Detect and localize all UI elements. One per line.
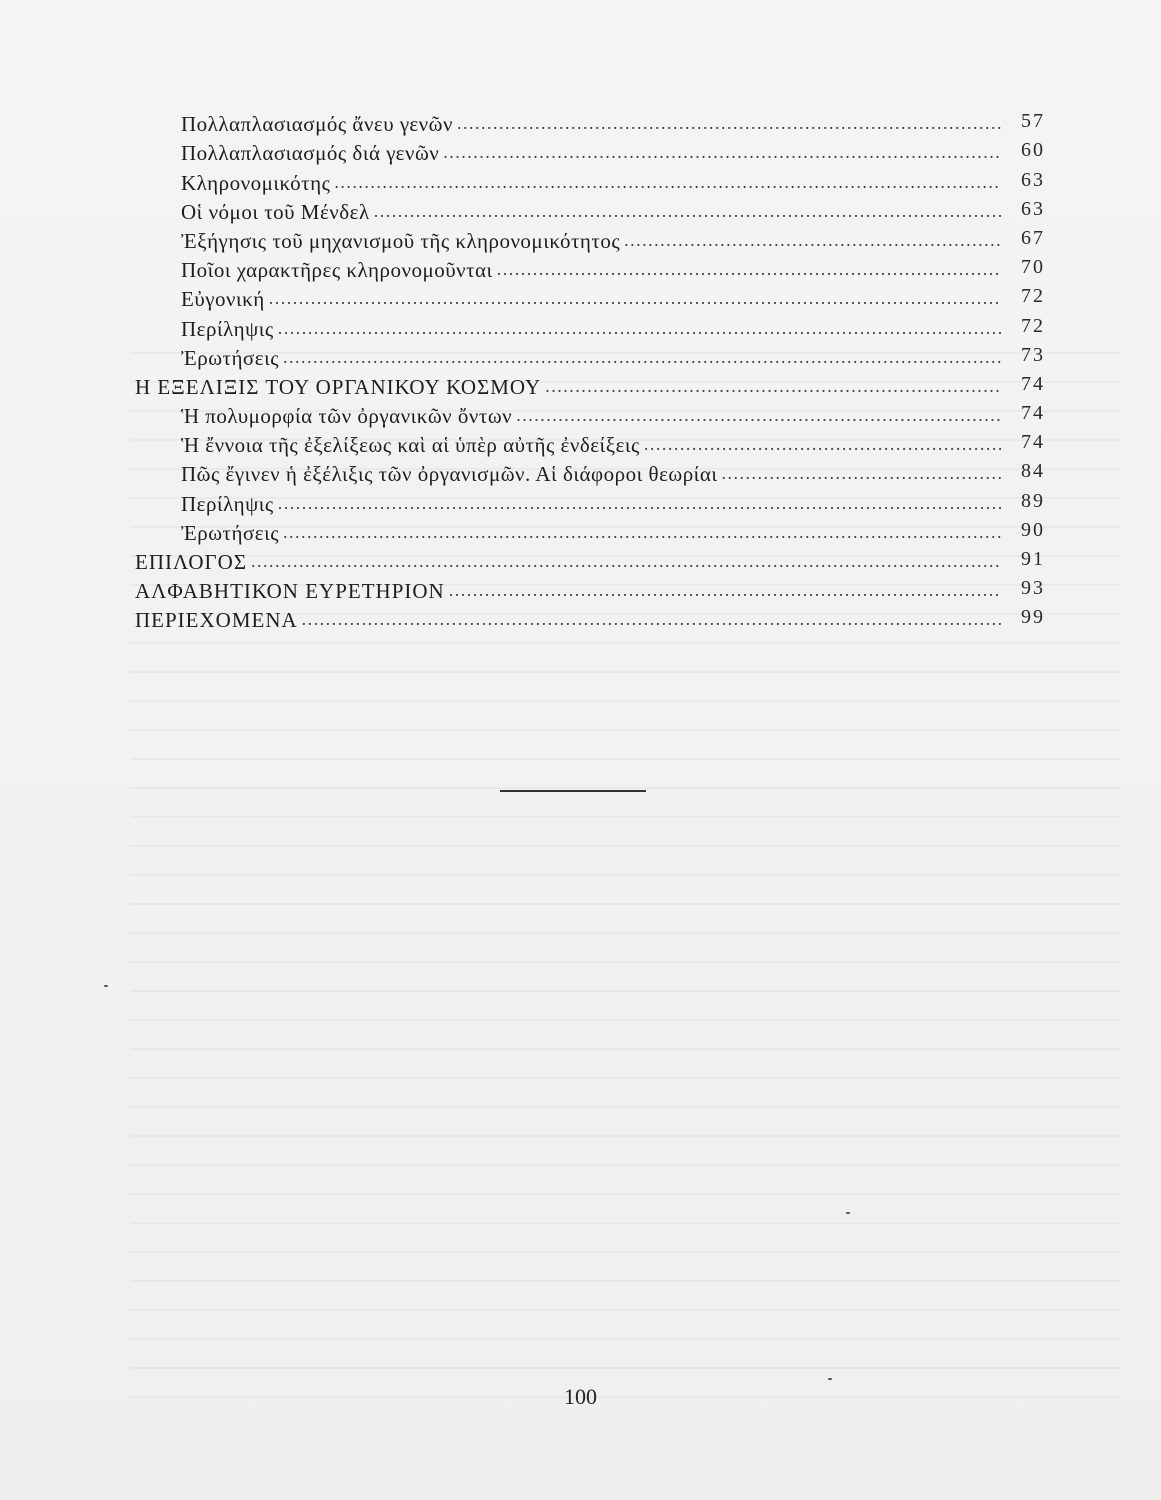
toc-entry [135, 225, 1045, 254]
toc-chapter-title: ΠΕΡΙΕΧΟΜΕΝΑ [135, 608, 298, 633]
dot-leader [251, 551, 1001, 572]
toc-entry [135, 254, 1045, 283]
dot-leader [497, 259, 1001, 280]
page-number: 100 [564, 1384, 597, 1409]
toc-entry-page: 63 [1021, 168, 1045, 191]
toc-entry-page: 90 [1021, 518, 1045, 541]
toc-chapter-title: ΕΠΙΛΟΓΟΣ [135, 550, 248, 574]
toc-entry [135, 400, 1045, 429]
toc-entry [135, 137, 1045, 166]
toc-entry [135, 342, 1045, 371]
toc-chapter-entry [135, 371, 1045, 400]
toc-chapter-entry [135, 546, 1045, 575]
dot-leader [283, 522, 1001, 543]
dot-leader [545, 376, 1001, 397]
toc-entry-page: 73 [1021, 343, 1045, 366]
toc-entry [135, 429, 1045, 458]
print-speck [104, 985, 108, 987]
dot-leader [278, 318, 1001, 339]
toc-entry-title: Περίληψις [181, 316, 274, 341]
dot-leader [644, 434, 1001, 455]
dot-leader [457, 113, 1001, 134]
toc-entry-page: 60 [1021, 139, 1045, 162]
toc-entry-title: Περίληψις [181, 491, 274, 516]
dot-leader [516, 405, 1001, 426]
toc-entry [135, 196, 1045, 225]
toc-entry-page: 57 [1021, 110, 1045, 133]
toc-entry-title: Κληρονομικότης [181, 170, 331, 195]
toc-entry [135, 283, 1045, 312]
toc-entry [135, 312, 1045, 341]
print-speck [846, 1212, 850, 1214]
toc-entry-page: 72 [1021, 314, 1045, 337]
toc-entry-title: Ἐρωτήσεις [181, 345, 280, 370]
table-of-contents [135, 108, 1045, 633]
toc-chapter-title: Η ΕΞΕΛΙΞΙΣ ΤΟΥ ΟΡΓΑΝΙΚΟΥ ΚΟΣΜΟΥ [135, 374, 542, 399]
toc-entry [135, 487, 1045, 516]
dot-leader [624, 230, 1001, 251]
dot-leader [443, 142, 1001, 163]
toc-entry-title: Ἐξήγησις τοῦ μηχανισμοῦ τῆς κληρονομικότητος [181, 228, 621, 253]
toc-entry-page: 67 [1021, 226, 1045, 249]
dot-leader [374, 201, 1001, 222]
toc-entry-title: Πολλαπλασιασμός ἄνευ γενῶν [181, 112, 453, 137]
dot-leader [302, 609, 1001, 630]
toc-entry-page: 74 [1021, 402, 1045, 425]
toc-entry [135, 108, 1045, 137]
dot-leader [449, 580, 1001, 601]
toc-entry-title: Ἡ πολυμορφία τῶν ὀργανικῶν ὄντων [181, 404, 513, 429]
toc-entry [135, 517, 1045, 546]
toc-entry-title: Οἱ νόμοι τοῦ Μένδελ [181, 199, 370, 224]
print-speck [828, 1378, 832, 1380]
dot-leader [334, 172, 1001, 193]
toc-entry [135, 166, 1045, 195]
toc-entry-page: 99 [1021, 606, 1045, 629]
toc-chapter-title: ΑΛΦΑΒΗΤΙΚΟΝ ΕΥΡΕΤΗΡΙΟΝ [135, 579, 445, 604]
toc-entry-title: Πῶς ἔγινεν ἡ ἐξέλιξις τῶν ὀργανισμῶν. Αἱ διάφοροι θεωρίαι [181, 462, 718, 487]
dot-leader [278, 493, 1001, 514]
toc-entry-page: 63 [1021, 197, 1045, 220]
dot-leader [722, 463, 1002, 484]
toc-entry-title: Εὐγονική [181, 287, 265, 312]
toc-chapter-entry [135, 575, 1045, 604]
toc-entry-title: Πολλαπλασιασμός διά γενῶν [181, 141, 440, 166]
toc-chapter-entry [135, 604, 1045, 633]
dot-leader [283, 347, 1001, 368]
toc-entry-page: 72 [1021, 285, 1045, 308]
toc-entry-page: 93 [1021, 577, 1045, 600]
toc-entry-page: 74 [1021, 431, 1045, 454]
toc-entry-page: 91 [1021, 548, 1045, 570]
dot-leader [269, 288, 1001, 309]
toc-entry [135, 458, 1045, 487]
toc-entry-page: 70 [1021, 256, 1045, 279]
toc-entry-page: 84 [1021, 460, 1045, 483]
section-divider-rule [500, 790, 646, 792]
toc-entry-title: Ἐρωτήσεις [181, 520, 280, 545]
toc-entry-title: Ποῖοι χαρακτῆρες κληρονομοῦνται [181, 258, 493, 283]
toc-entry-page: 89 [1021, 489, 1045, 512]
toc-entry-title: Ἡ ἔννοια τῆς ἐξελίξεως καὶ αἱ ὑπὲρ αὐτῆς ἐνδείξεις [181, 433, 640, 458]
toc-entry-page: 74 [1021, 372, 1045, 395]
